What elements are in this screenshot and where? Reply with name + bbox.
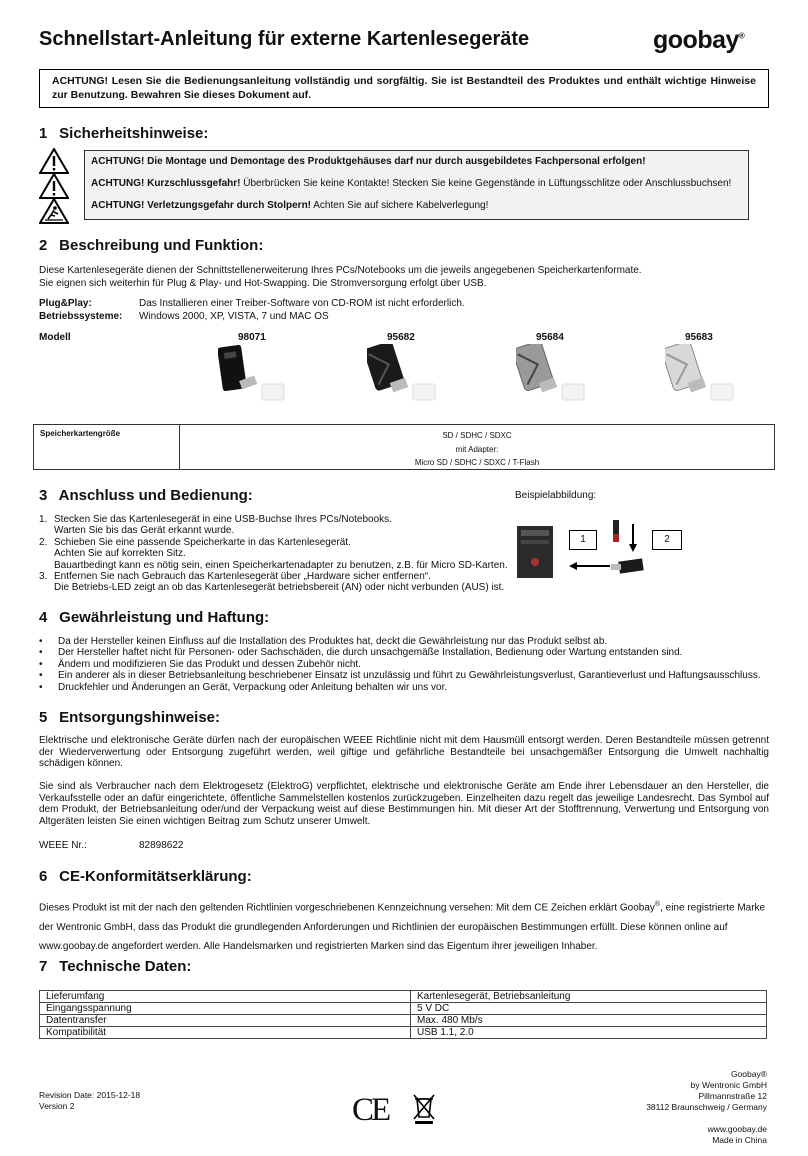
safety-item: ACHTUNG! Die Montage und Demontage des Produktgehäuses darf nur durch ausgebildetes Fachpersonal erfolgen! [91, 156, 646, 167]
list-item: • Ändern und modifizieren Sie das Produkt und dessen Zubehör nicht. [58, 658, 761, 669]
table-row: Kompatibilität USB 1.1, 2.0 [40, 1027, 767, 1039]
section-2-heading: 2 Beschreibung und Funktion: [39, 237, 264, 254]
weee-number: WEEE Nr.: 82898622 [39, 840, 184, 851]
top-warning: ACHTUNG! Lesen Sie die Bedienungsanleitung vollständig und sorgfältig. Sie ist Bestandteil des Produktes und enthält wichtige Hinweise zur Benutzung. Bewahren Sie dieses Dokument auf. [39, 69, 769, 108]
s2-intro: Diese Kartenlesegeräte dienen der Schnittstellenerweiterung Ihres PCs/Notebooks um die jeweils angegebenen Speicherkartenformate. Sie eignen sich weiterhin für Plug & Play- und Hot-Swapping. Die Stromversorgung erfolgt über USB. [39, 265, 642, 289]
example-label: Beispielabbildung: [515, 490, 597, 501]
model-number: 95682 [387, 332, 415, 343]
step-item: 1. Stecken Sie das Kartenlesegerät in eine USB-Buchse Ihres PCs/Notebooks. Warten Sie bis das Gerät erkannt wurde. [39, 514, 392, 537]
model-number: 95684 [536, 332, 564, 343]
card-size-values: SD / SDHC / SDXC mit Adapter: Micro SD / SDHC / SDXC / T-Flash [414, 431, 540, 467]
table-row: Eingangsspannung 5 V DC [40, 1003, 767, 1015]
brand-name: goobay [653, 26, 739, 54]
list-item: • Druckfehler und Änderungen an Gerät, Verpackung oder Anleitung behalten wir uns vor. [58, 681, 761, 692]
disposal-paragraph-1: Elektrische und elektronische Geräte dürfen nach der europäischen WEEE Richtlinie nicht mit dem Hausmüll entsorgt werden. Deren Bestandteile müssen getrennt der Wiederverwertung oder Entsorgung zugeführt werden, weil giftige und gefährliche Bestandteile bei unsachgemäßer Entsorgung die Umwelt nachhaltig schädigen können. [39, 735, 769, 769]
page-title: Schnellstart-Anleitung für externe Kartenlesegeräte [39, 28, 530, 50]
ce-declaration: Dieses Produkt ist mit der nach den geltenden Richtlinien vorgeschriebenen Kennzeichnung versehen: Mit dem CE Zeichen erklärt Goobay®, eine registrierte Marke der Wentronic GmbH, dass das Produkt die grundlegenden Anforderungen und Richtlinien der europäischen Bestimmungen erfüllt. Diese können online auf www.goobay.de angefordert werden. Alle Handelsmarken und registrierten Marken sind das Eigentum ihrer jeweiligen Inhaber. [39, 901, 766, 953]
card-reader-image [516, 344, 588, 402]
disposal-paragraph-2: Sie sind als Verbraucher nach dem Elektrogesetz (ElektroG) verpflichtet, elektrische und elektronische Geräte am Ende ihrer Lebensdauer an den Hersteller, die Verkaufsstelle oder an dafür eingerichtete, öffentliche Sammelstellen kostenlos zurückzugeben. Einzelheiten dazu regelt das jeweilige Landesrecht. Das Symbol auf dem Produkt, der Betriebsanleitung oder/und der Verpackung weist auf diese Bestimmungen hin. Mit dieser Art der Stofftrennung, Verwertung und Entsorgung von Altgeräten leisten Sie einen wichtigen Beitrag zum Schutz unserer Umwelt. [39, 781, 769, 827]
list-item: • Da der Hersteller keinen Einfluss auf die Installation des Produktes hat, deckt die Gewährleistung nur das Produkt selbst ab. [58, 635, 761, 646]
section-4-heading: 4 Gewährleistung und Haftung: [39, 609, 270, 626]
tech-data-table [39, 990, 767, 1039]
brand-reg: ® [738, 31, 745, 41]
card-reader-image [665, 344, 737, 402]
warning-icon [39, 173, 69, 199]
revision-info: Revision Date: 2015-12-18 Version 2 [39, 1090, 141, 1111]
warranty-list [58, 635, 761, 692]
card-size-table [33, 424, 775, 470]
section-3-heading: 3 Anschluss und Bedienung: [39, 487, 253, 504]
section-7-heading: 7 Technische Daten: [39, 958, 192, 975]
section-1-heading: 1 Sicherheitshinweise: [39, 125, 209, 142]
safety-notices [84, 150, 749, 220]
card-size-label: Speicherkartengröße [34, 425, 180, 469]
list-item: • Der Hersteller haftet nicht für Personen- oder Sachschäden, die durch unsachgemäße Installation, Bedienung oder Wartung entstanden sind. [58, 646, 761, 657]
model-number: 95683 [685, 332, 713, 343]
safety-item: ACHTUNG! Kurzschlussgefahr! Überbrücken Sie keine Kontakte! Stecken Sie keine Gegenstände in Lüftungsschlitze oder Anschlussbuchsen! [91, 178, 732, 189]
steps-list [39, 514, 508, 594]
ce-mark: CE [352, 1092, 389, 1128]
company-address: Goobay® by Wentronic GmbH Pillmannstraße 12 38112 Braunschweig / Germany www.goobay.de Made in China [646, 1069, 767, 1145]
card-reader-image [218, 344, 290, 402]
safety-item: ACHTUNG! Verletzungsgefahr durch Stolpern! Achten Sie auf sichere Kabelverlegung! [91, 200, 489, 211]
warning-icon [39, 148, 69, 174]
list-item: • Ein anderer als in dieser Betriebsanleitung beschriebener Einsatz ist unzulässig und führt zu Gewährleistungsverlust, Garantieverlust und Haftungsausschluss. [58, 669, 761, 680]
table-row: Lieferumfang Kartenlesegerät, Betriebsanleitung [40, 991, 767, 1003]
weee-bin-icon [412, 1093, 436, 1125]
brand-logo [653, 24, 744, 57]
table-row: Datentransfer Max. 480 Mb/s [40, 1015, 767, 1027]
trip-hazard-icon [39, 198, 69, 224]
model-number: 98071 [238, 332, 266, 343]
section-6-heading: 6 CE-Konformitätserklärung: [39, 868, 252, 885]
model-label: Modell [39, 332, 71, 343]
s2-specs: Plug&Play: Das Installieren einer Treiber-Software von CD-ROM ist nicht erforderlich. Betriebssysteme: Windows 2000, XP, VISTA, 7 und MAC OS [39, 298, 465, 322]
figure-step-2: 2 [652, 530, 682, 550]
figure-step-1: 1 [569, 530, 597, 550]
section-5-heading: 5 Entsorgungshinweise: [39, 709, 221, 726]
step-item: 3. Entfernen Sie nach Gebrauch das Kartenlesegerät über „Hardware sicher entfernen“. Die Betriebs-LED zeigt an ob das Kartenlesegerät betriebsbereit (AN) oder nicht verbunden (AUS) ist. [39, 571, 505, 594]
step-item: 2. Schieben Sie eine passende Speicherkarte in das Kartenlesegerät. Achten Sie auf korrekten Sitz. Bauartbedingt kann es nötig sein, einen Speicherkartenadapter zu benutzen, z.B. für Micro SD-Karten. [39, 536, 508, 571]
card-reader-image [367, 344, 439, 402]
